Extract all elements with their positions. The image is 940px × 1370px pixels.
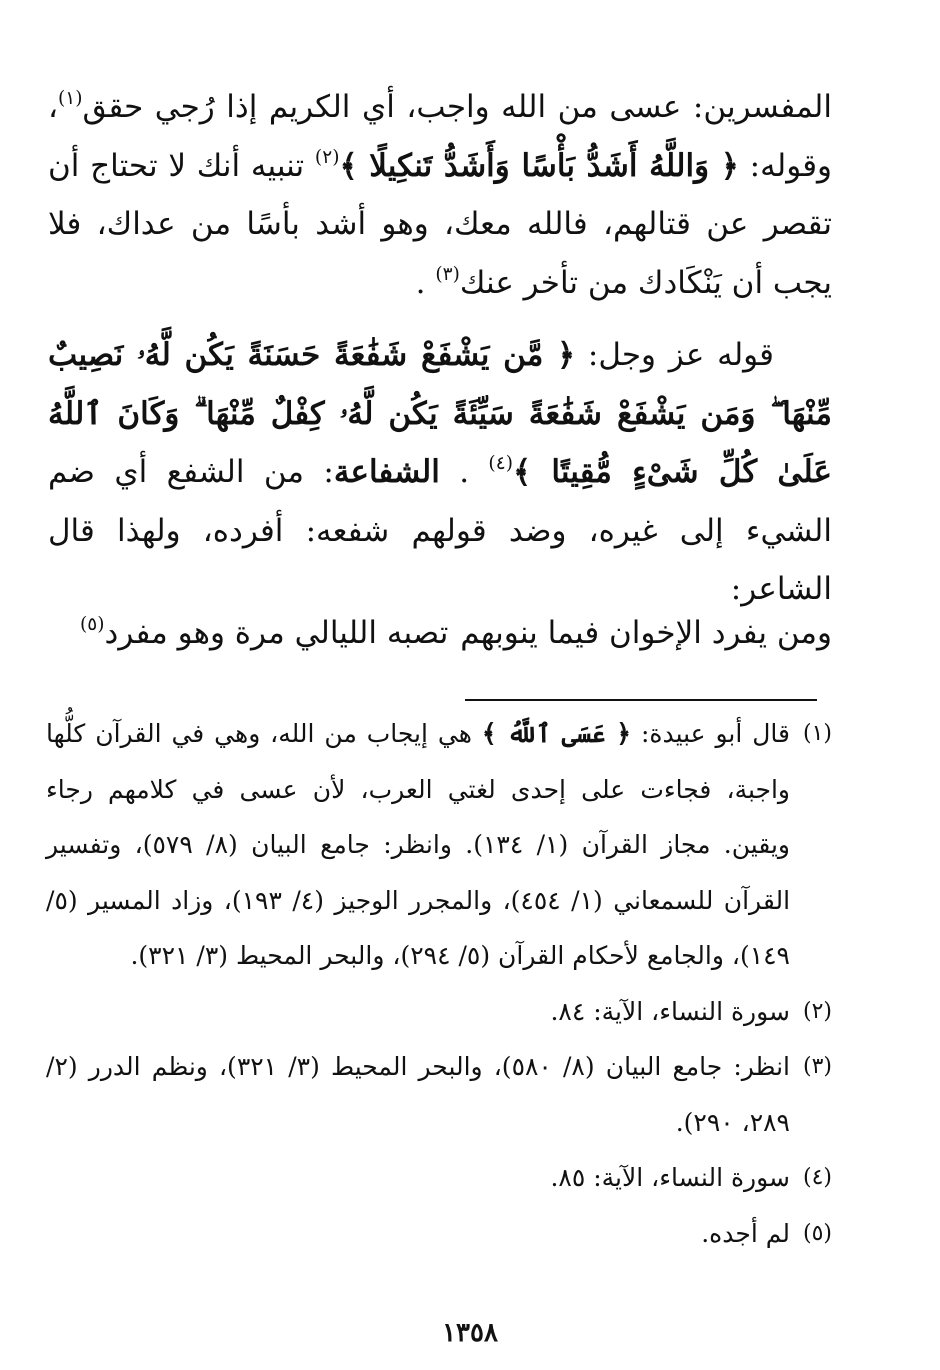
footnote-text: سورة النساء، الآية: ٨٤. bbox=[550, 996, 790, 1026]
text-segment: قال أبو عبيدة: bbox=[631, 719, 790, 748]
footnote-text: انظر: جامع البيان (٨/ ٥٨٠)، والبحر المحيط (٣/ ٣٢١)، ونظم الدرر (٢/ ٢٨٩، ٢٩٠). bbox=[46, 1052, 790, 1137]
verse-first-hemistich: ومن يفرد الإخوان فيما ينوبهم bbox=[460, 615, 832, 651]
footnote-number: (٣) bbox=[802, 1054, 832, 1079]
text-segment: . bbox=[415, 264, 436, 301]
footnotes bbox=[46, 706, 832, 1261]
quran-verse: ﴿ مَّن يَشْفَعْ شَفَٰعَةً حَسَنَةً يَكُن لَّهُۥ نَصِيبٌ مِّنْهَا ۖ وَمَن يَشْفَعْ شَفَٰعَةً سَيِّئَةً يَكُن لَّهُۥ كِفْلٌ مِّنْهَا ۗ وَكَانَ ٱللَّهُ عَلَىٰ كُلِّ شَىْءٍ مُّقِيتًا ﴾ bbox=[48, 337, 833, 490]
footnote-ref-4: (٤) bbox=[488, 452, 513, 474]
footnote-text: لم أجده. bbox=[701, 1218, 790, 1248]
text-segment: قوله عز وجل: bbox=[575, 337, 774, 373]
text-segment: : من الشفع أي ضم الشيء إلى غيره، وضد قولهم شفعه: أفرده، ولهذا قال الشاعر: bbox=[48, 454, 832, 607]
verse-second-hemistich bbox=[80, 604, 448, 662]
paragraph-1 bbox=[48, 78, 832, 312]
footnote-5 bbox=[46, 1206, 832, 1262]
footnote-text: سورة النساء، الآية: ٨٥. bbox=[550, 1163, 790, 1192]
page-number: ١٣٥٨ bbox=[442, 1318, 498, 1348]
footnote-3 bbox=[46, 1039, 832, 1150]
footnote-number: (٤) bbox=[802, 1165, 832, 1190]
text-segment: هي إيجاب من الله، وهي في القرآن كلُّها واجبة، فجاءت على إحدى لغتي العرب، لأن عسى في كلامهم رجاء ويقين. مجاز القرآن (١/ ١٣٤). وانظر: جامع البيان (٨/ ٥٧٩)، وتفسير القرآن للسمعاني (١/ ٤٥٤)، والمجرر الوجيز (٤/ ١٩٣)، وزاد المسير (٥/ ١٤٩)، والجامع لأحكام القرآن (٥/ ٢٩٤)، والبحر المحيط (٣/ ٣٢١). bbox=[46, 719, 791, 970]
footnote-ref-3: (٣) bbox=[435, 263, 460, 285]
footnote-separator bbox=[465, 699, 817, 701]
paragraph-2 bbox=[48, 326, 832, 619]
footnote-number: (٥) bbox=[802, 1220, 832, 1246]
footnote-1 bbox=[46, 706, 832, 984]
poetry-verse bbox=[80, 604, 832, 662]
footnote-number: (١) bbox=[802, 721, 832, 746]
footnote-text bbox=[46, 706, 790, 984]
quran-verse: ﴿ وَاللَّهُ أَشَدُّ بَأْسًا وَأَشَدُّ تَنكِيلًا ﴾ bbox=[339, 147, 739, 184]
term-heading: الشفاعة bbox=[333, 454, 440, 490]
footnote-2 bbox=[46, 984, 832, 1040]
text-segment: . bbox=[439, 454, 489, 490]
footnote-number: (٢) bbox=[802, 998, 832, 1024]
text-segment: المفسرين: عسى من الله واجب، أي الكريم إذا رُجي حقق bbox=[82, 89, 832, 125]
footnote-4 bbox=[46, 1150, 832, 1206]
main-text bbox=[48, 78, 832, 619]
text-segment: تنبيه أنك لا تحتاج أن تقصر عن قتالهم، فالله معك، وهو أشد بأسًا من عداك، فلا يجب أن يَنْكَادك من تأخر عنك bbox=[48, 147, 832, 301]
text-segment: ، وقوله: bbox=[48, 89, 832, 184]
verse-second-text: تصبه الليالي مرة وهو مفرد bbox=[104, 615, 449, 651]
footnote-ref-2: (٢) bbox=[314, 146, 340, 168]
footnote-ref-5: (٥) bbox=[80, 613, 105, 635]
quran-verse: ﴿ عَسَى ٱللَّهُ ﴾ bbox=[481, 719, 632, 748]
footnote-ref-1: (١) bbox=[58, 87, 83, 109]
